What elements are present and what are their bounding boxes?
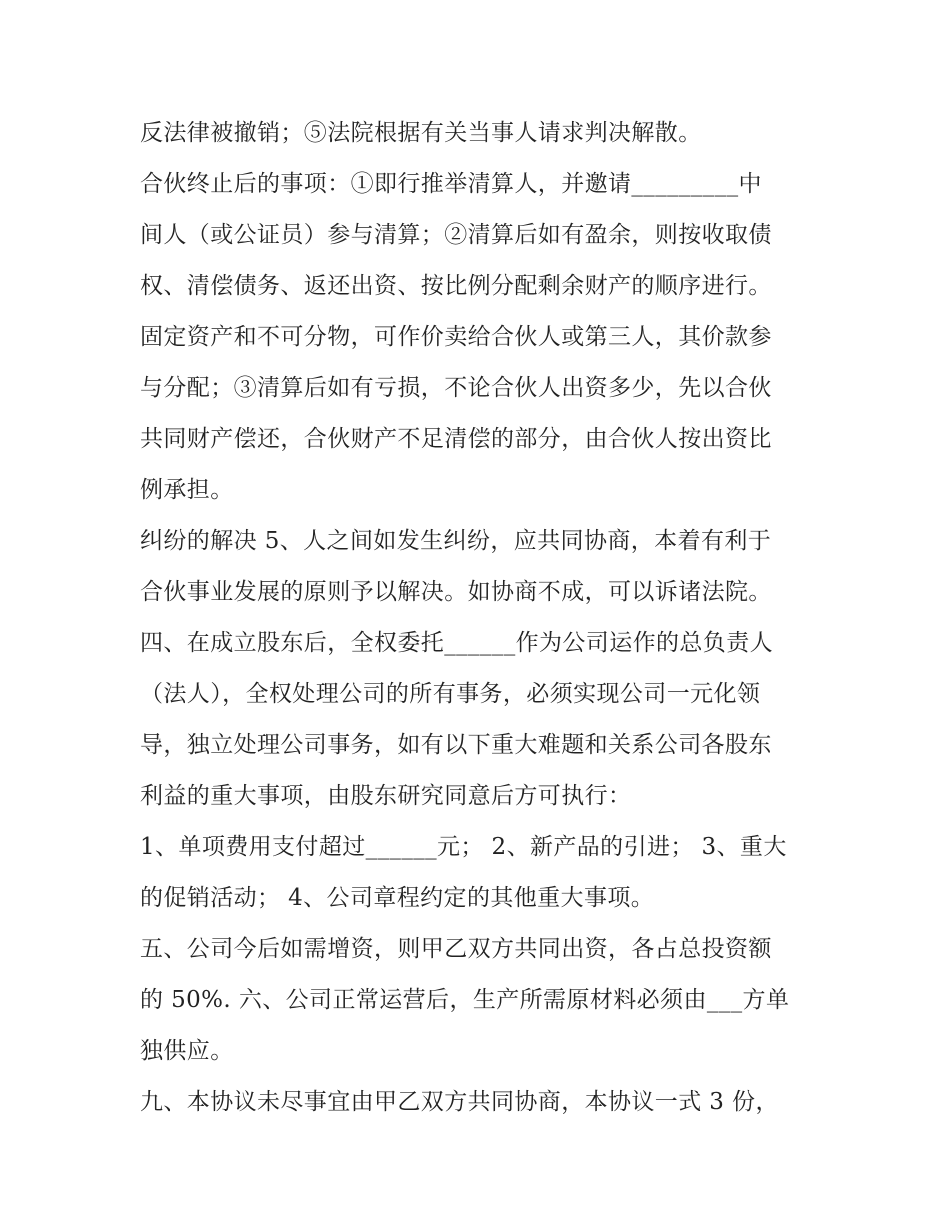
text-line: 例承担。	[140, 477, 234, 503]
text-line: 利益的重大事项，由股东研究同意后方可执行：	[140, 783, 632, 809]
text-line: 导，独立处理公司事务，如有以下重大难题和关系公司各股东	[140, 732, 772, 758]
text-line: 九、本协议未尽事宜由甲乙双方共同协商，本协议一式 3 份，	[140, 1089, 779, 1115]
text-line: 的促销活动； 4、公司章程约定的其他重大事项。	[140, 885, 655, 911]
text-line: 固定资产和不可分物，可作价卖给合伙人或第三人，其价款参	[140, 324, 772, 350]
text-line: 权、清偿债务、返还出资、按比例分配剩余财产的顺序进行。	[140, 273, 772, 299]
text-line: 合伙事业发展的原则予以解决。如协商不成，可以诉诸法院。	[140, 579, 772, 605]
text-line: 的 50%. 六、公司正常运营后，生产所需原材料必须由___方单	[140, 987, 790, 1013]
text-line: 四、在成立股东后，全权委托______作为公司运作的总负责人	[140, 630, 773, 656]
text-line: 1、单项费用支付超过______元； 2、新产品的引进； 3、重大	[140, 834, 787, 860]
text-line: 独供应。	[140, 1038, 234, 1064]
text-line: （法人），全权处理公司的所有事务，必须实现公司一元化领	[140, 681, 761, 707]
text-line: 合伙终止后的事项：①即行推举清算人，并邀请_________中	[140, 171, 762, 197]
text-line: 与分配；③清算后如有亏损，不论合伙人出资多少，先以合伙	[140, 375, 772, 401]
text-line: 共同财产偿还，合伙财产不足清偿的部分，由合伙人按出资比	[140, 426, 772, 452]
text-line: 纠纷的解决 5、人之间如发生纠纷，应共同协商，本着有利于	[140, 528, 772, 554]
text-line: 间人（或公证员）参与清算；②清算后如有盈余，则按收取债	[140, 222, 772, 248]
text-line: 反法律被撤销；⑤法院根据有关当事人请求判决解散。	[140, 120, 702, 146]
document-body	[140, 108, 820, 1128]
text-line: 五、公司今后如需增资，则甲乙双方共同出资，各占总投资额	[140, 936, 772, 962]
